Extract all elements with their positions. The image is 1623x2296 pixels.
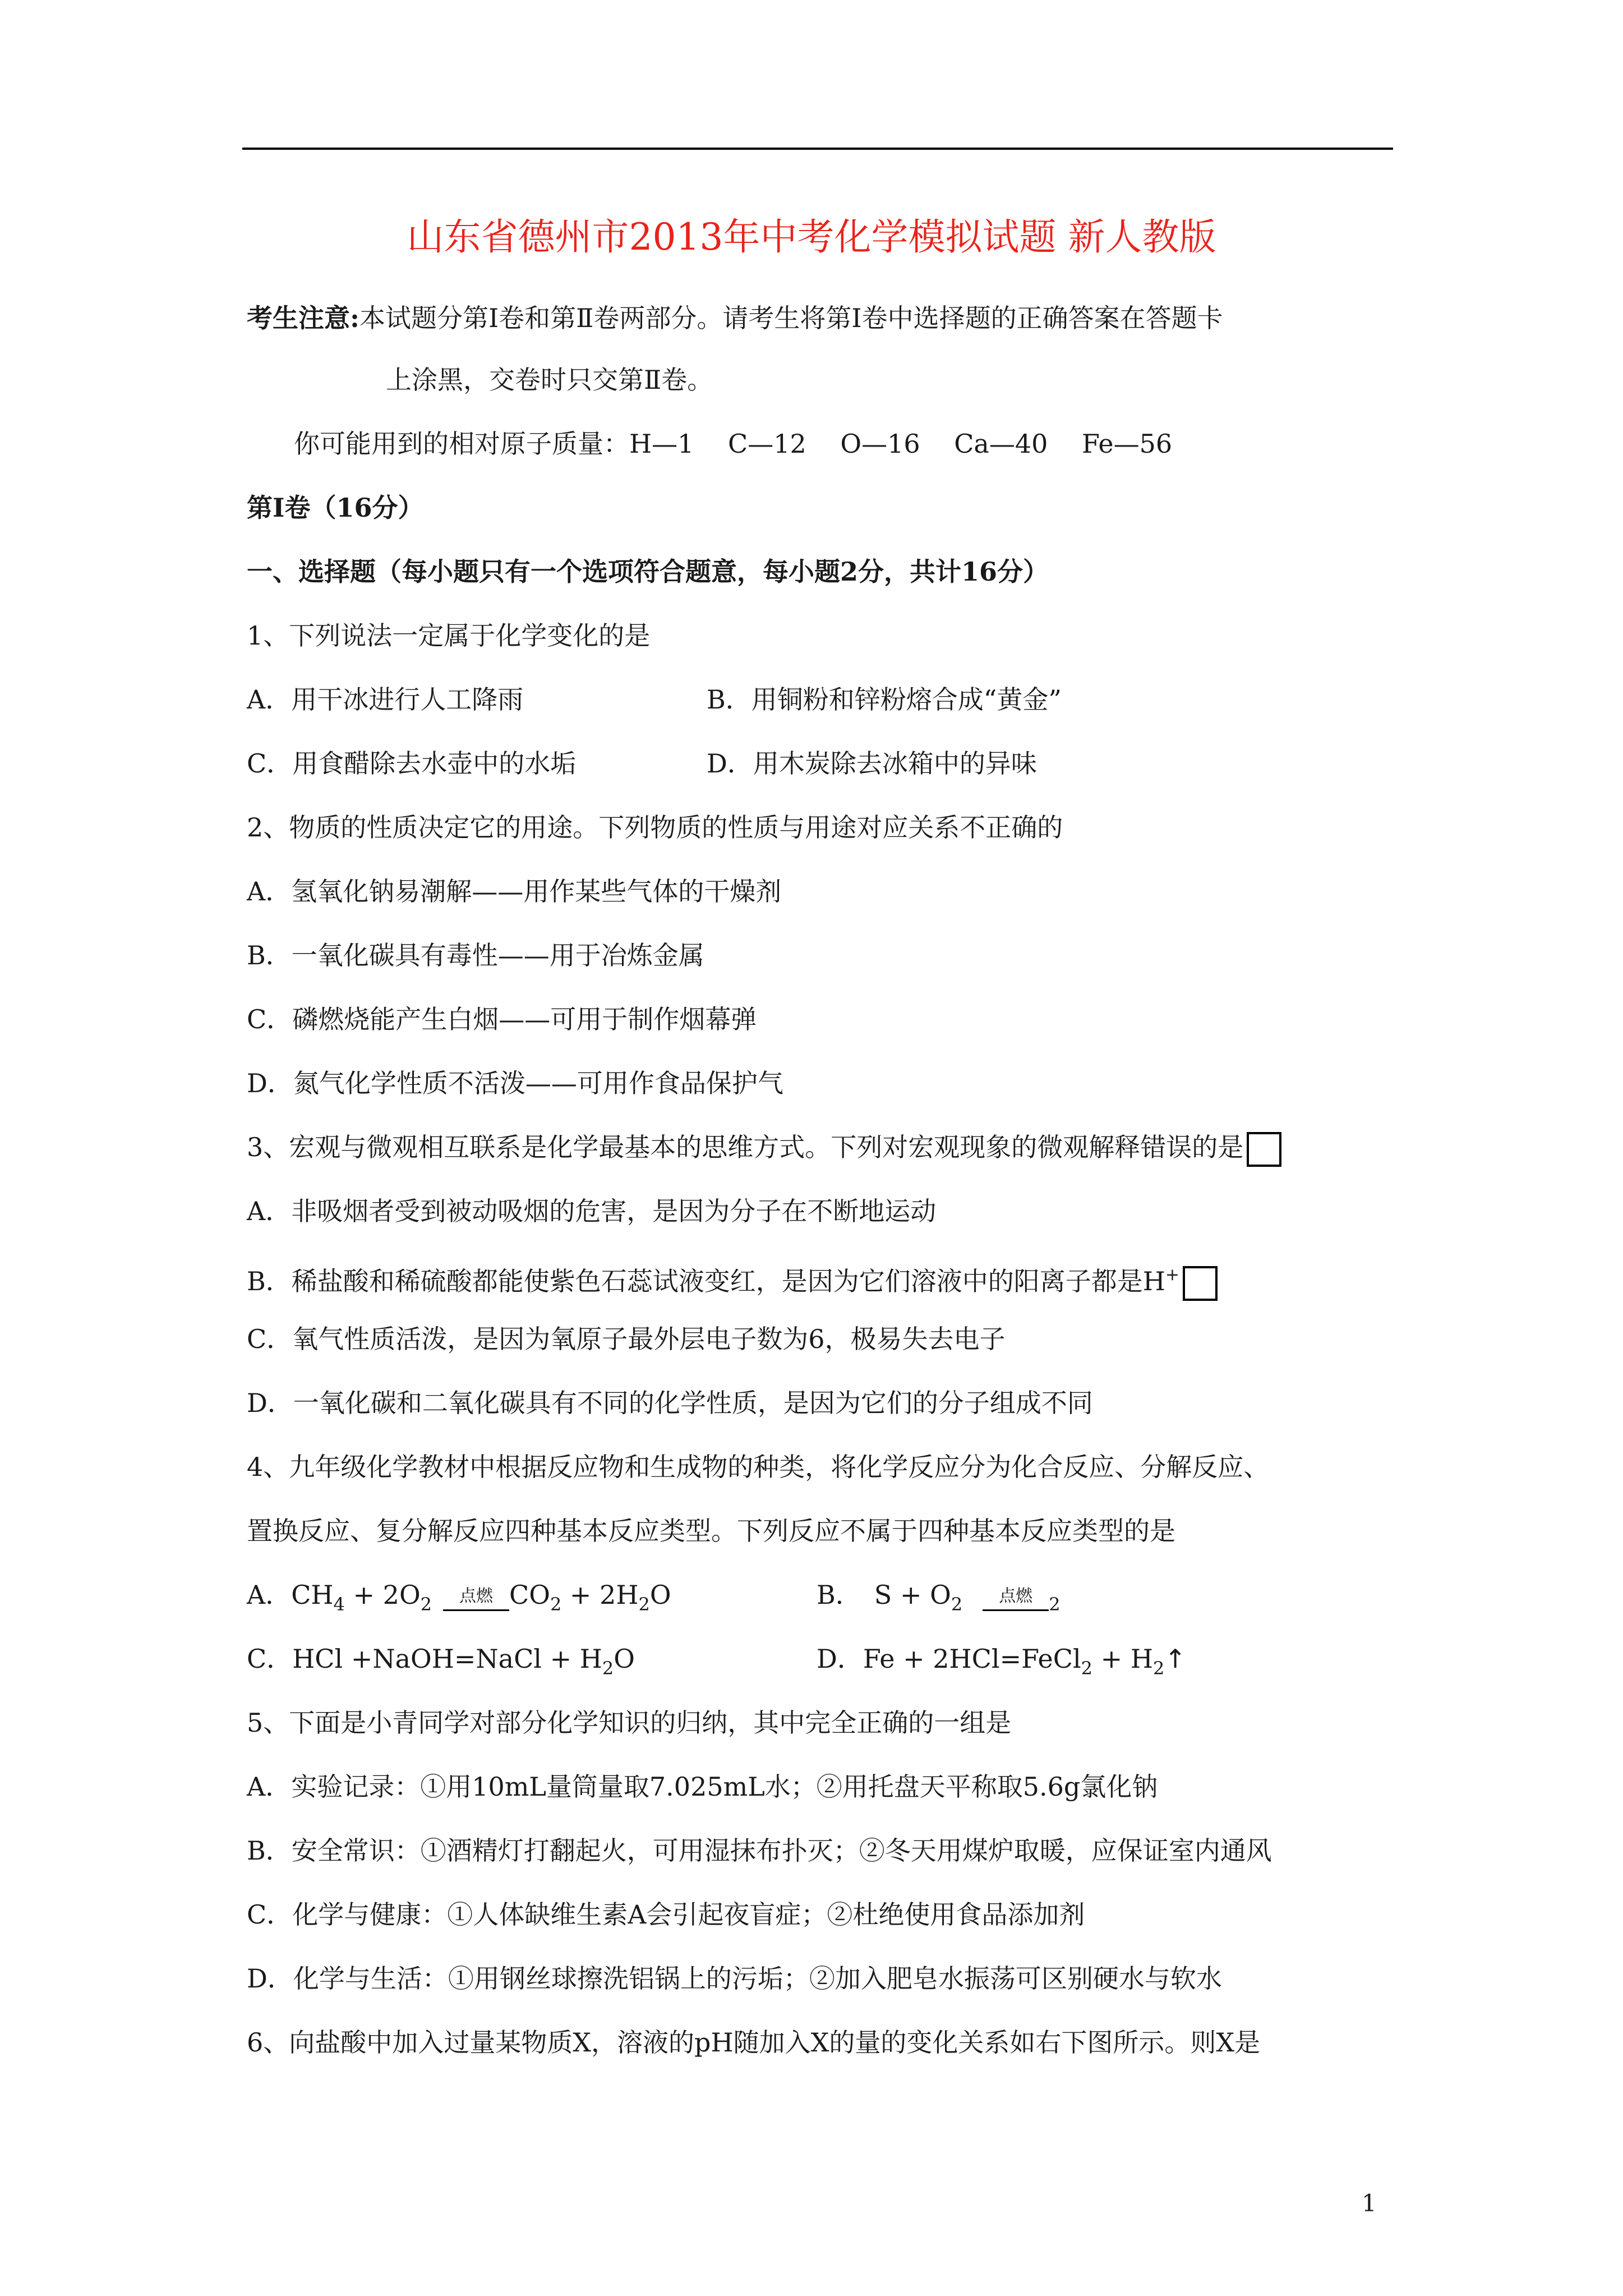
q4-option-b [817, 1577, 1061, 1622]
notice-label: 考生注意: [247, 303, 359, 333]
q4-a-text-5: O [649, 1580, 671, 1610]
q1-option-b: B．用铜粉和锌粉熔合成“黄金” [707, 684, 1062, 715]
notice-line-1 [247, 301, 1223, 335]
q3-option-b-superscript: + [1165, 1265, 1180, 1285]
q4-stem-1: 4、九年级化学教材中根据反应物和生成物的种类，将化学反应分为化合反应、分解反应、 [247, 1452, 1270, 1482]
q4-a-sub-1: 4 [333, 1594, 345, 1615]
q4-b-condition [983, 1586, 1049, 1622]
q4-option-d [817, 1641, 1186, 1686]
q4-b-condition-label: 点燃 [999, 1586, 1033, 1606]
q4-a-condition [443, 1586, 509, 1622]
q4-stem-2: 置换反应、复分解反应四种基本反应类型。下列反应不属于四种基本反应类型的是 [247, 1516, 1175, 1546]
q4-a-text-3: CO [509, 1580, 550, 1610]
q3-option-d: D．一氧化碳和二氧化碳具有不同的化学性质，是因为它们的分子组成不同 [247, 1388, 1093, 1418]
q3-stem: 3、宏观与微观相互联系是化学最基本的思维方式。下列对宏观现象的微观解释错误的是 [247, 1132, 1244, 1162]
q2-option-c: C．磷燃烧能产生白烟——可用于制作烟幕弹 [247, 1004, 757, 1034]
q5-option-b: B．安全常识：①酒精灯打翻起火，可用湿抹布扑灭；②冬天用煤炉取暖，应保证室内通风 [247, 1835, 1272, 1866]
q2-stem: 2、物质的性质决定它的用途。下列物质的性质与用途对应关系不正确的 [247, 812, 1063, 843]
q4-d-text-2: + H [1092, 1644, 1153, 1674]
q4-a-sub-3: 2 [550, 1594, 562, 1615]
notice-text-1: 本试题分第Ⅰ卷和第Ⅱ卷两部分。请考生将第Ⅰ卷中选择题的正确答案在答题卡 [359, 303, 1223, 333]
q4-b-sub-2: 2 [1049, 1594, 1061, 1615]
q4-a-condition-bar [443, 1609, 509, 1611]
q4-a-text-2: + 2O [344, 1580, 421, 1610]
q4-a-condition-label: 点燃 [459, 1586, 494, 1606]
q3-option-c: C．氧气性质活泼，是因为氧原子最外层电子数为6，极易失去电子 [247, 1324, 1006, 1354]
q6-stem: 6、向盐酸中加入过量某物质X，溶液的pH随加入X的量的变化关系如右下图所示。则X是 [247, 2027, 1261, 2058]
q4-b-text-1: B． S + O [817, 1580, 951, 1610]
q4-b-condition-bar [983, 1609, 1049, 1611]
q1-stem: 1、下列说法一定属于化学变化的是 [247, 620, 651, 651]
q4-a-text-4: + 2H [561, 1580, 639, 1610]
q1-option-d: D．用木炭除去冰箱中的异味 [707, 748, 1037, 779]
q4-c-text-2: O [614, 1644, 635, 1674]
q4-a-sub-2: 2 [420, 1594, 432, 1615]
q2-option-b: B．一氧化碳具有毒性——用于冶炼金属 [247, 940, 704, 970]
q3-option-a: A．非吸烟者受到被动吸烟的危害，是因为分子在不断地运动 [247, 1196, 937, 1226]
q2-option-a: A．氢氧化钠易潮解——用作某些气体的干燥剂 [247, 876, 782, 907]
q1-option-c: C．用食醋除去水壶中的水垢 [247, 748, 577, 779]
header-rule [242, 148, 1393, 150]
q3-answer-box [1247, 1132, 1281, 1167]
section1-heading: 一、选择题（每小题只有一个选项符合题意，每小题2分，共计16分） [247, 556, 1049, 587]
q4-d-sub-2: 2 [1152, 1658, 1165, 1679]
q5-option-c: C．化学与健康：①人体缺维生素A会引起夜盲症；②杜绝使用食品添加剂 [247, 1899, 1085, 1930]
q4-a-sub-4: 2 [638, 1594, 650, 1615]
q3-option-b-line [247, 1258, 1218, 1301]
q5-stem: 5、下面是小青同学对部分化学知识的归纳，其中完全正确的一组是 [247, 1708, 1012, 1738]
part1-heading: 第Ⅰ卷（16分） [247, 493, 424, 523]
up-arrow-icon: ↑ [1164, 1644, 1186, 1674]
q3-inline-box [1183, 1266, 1218, 1301]
q4-d-sub-1: 2 [1081, 1658, 1093, 1679]
q4-option-a [247, 1577, 671, 1622]
q5-option-a: A．实验记录：①用10mL量筒量取7.025mL水；②用托盘天平称取5.6g氯化钠 [247, 1772, 1158, 1802]
q1-option-a: A．用干冰进行人工降雨 [247, 684, 524, 715]
notice-line-2: 上涂黑，交卷时只交第Ⅱ卷。 [386, 365, 713, 395]
q5-option-d: D．化学与生活：①用钢丝球擦洗铝锅上的污垢；②加入肥皂水振荡可区别硬水与软水 [247, 1963, 1222, 1994]
q4-d-text-1: D．Fe + 2HCl=FeCl [817, 1644, 1081, 1674]
page-number: 1 [1362, 2189, 1377, 2217]
q4-b-sub-1: 2 [951, 1594, 963, 1615]
q4-option-c [247, 1641, 635, 1686]
q4-a-text-1: A．CH [247, 1580, 334, 1610]
page-title: 山东省德州市2013年中考化学模拟试题 新人教版 [407, 215, 1216, 259]
q2-option-d: D．氮气化学性质不活泼——可用作食品保护气 [247, 1068, 783, 1098]
q3-stem-line [247, 1130, 1281, 1167]
atomic-masses: 你可能用到的相对原子质量：H—1 C—12 O—16 Ca—40 Fe—56 [294, 429, 1173, 459]
q3-option-b: B．稀盐酸和稀硫酸都能使紫色石蕊试液变红，是因为它们溶液中的阳离子都是H [247, 1266, 1165, 1296]
q4-c-text-1: C．HCl +NaOH=NaCl + H [247, 1644, 602, 1674]
q4-c-sub-1: 2 [602, 1658, 614, 1679]
